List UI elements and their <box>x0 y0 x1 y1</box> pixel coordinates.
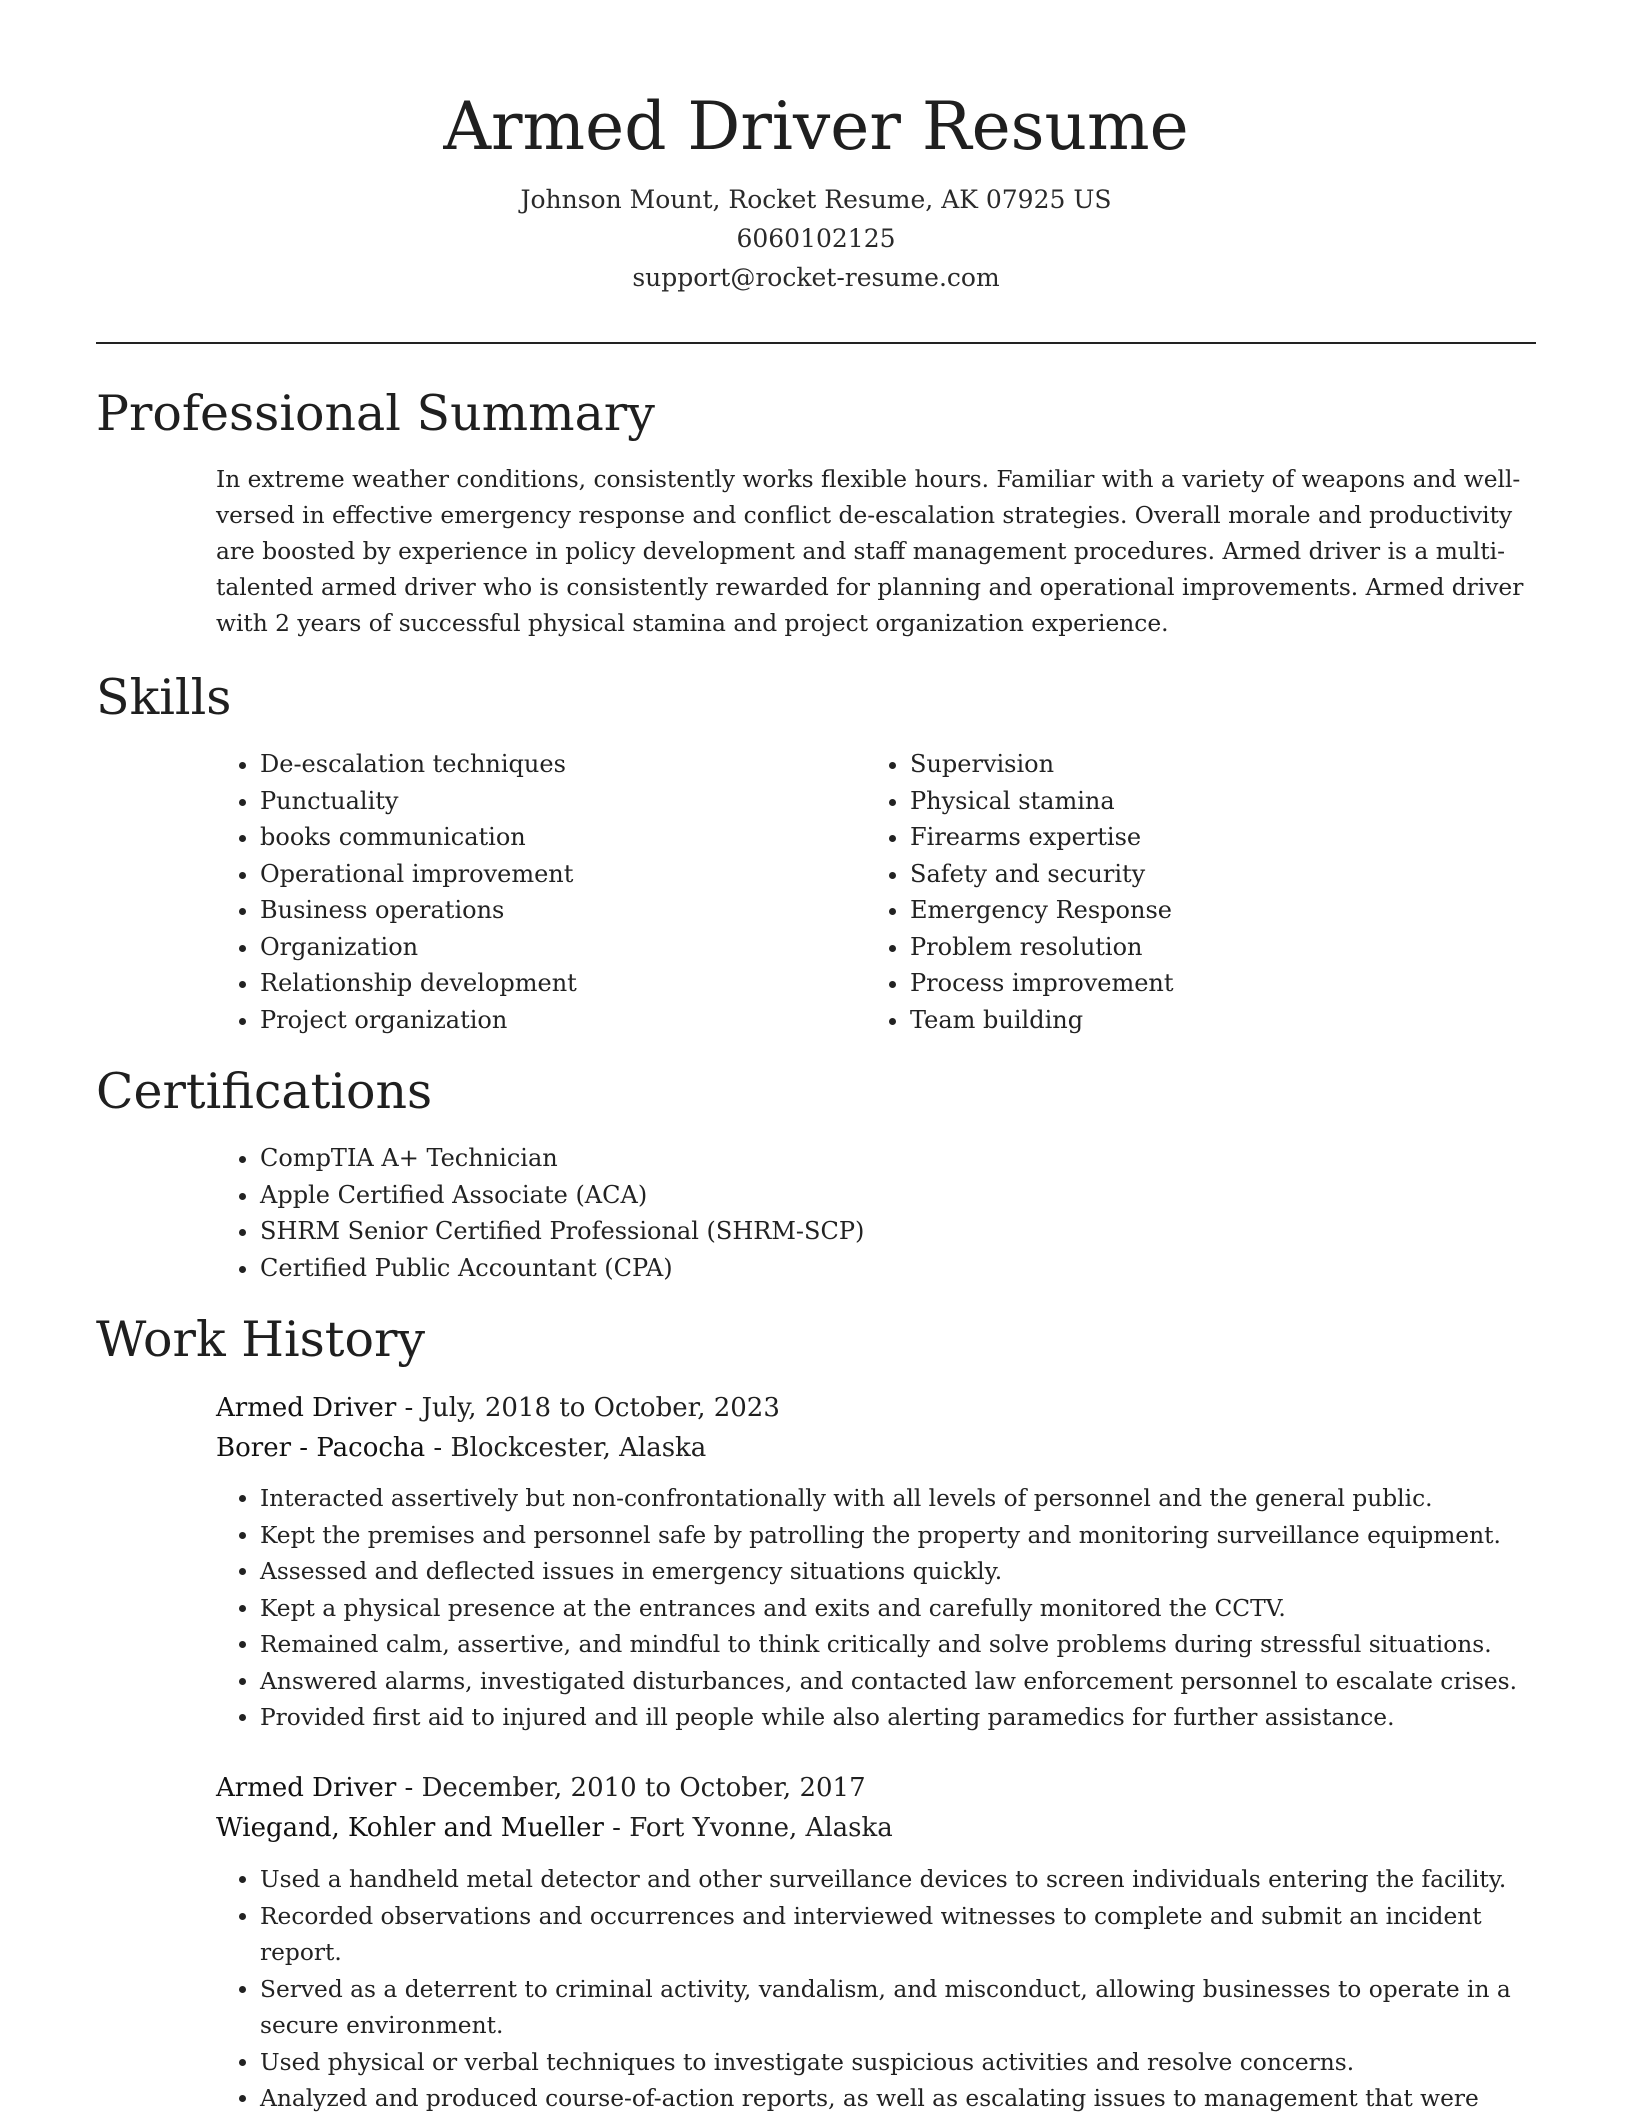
skill-item: • Punctuality <box>260 783 856 820</box>
skill-item: • Project organization <box>260 1002 856 1039</box>
job-1-title-line <box>216 1388 1536 1428</box>
job-duty-item: • Recorded observations and occurrences and interviewed witnesses to complete and submit an incident report. <box>260 1899 1556 1972</box>
skill-item: • Emergency Response <box>910 892 1506 929</box>
contact-block <box>0 180 1632 297</box>
skill-item: • books communication <box>260 819 856 856</box>
job-2-bullet-list <box>216 1862 1556 2112</box>
resume-header <box>0 0 1632 297</box>
skill-item: • Physical stamina <box>910 783 1506 820</box>
skill-item: • Firearms expertise <box>910 819 1506 856</box>
summary-text: In extreme weather conditions, consistently works flexible hours. Familiar with a variety of weapons and well-versed in effective emergency response and conflict de-escalation strategies. Overall morale and productivity are boosted by experience in policy development and staff management procedures. Armed driver is a multi-talented armed driver who is consistently rewarded for planning and operational improvements. Armed driver with 2 years of successful physical stamina and project organization experience. <box>216 466 1524 637</box>
skill-item: • Problem resolution <box>910 929 1506 966</box>
job-1-company: Borer - Pacocha <box>216 1433 426 1463</box>
job-duty-item: • Used physical or verbal techniques to investigate suspicious activities and resolve concerns. <box>260 2045 1556 2082</box>
job-2-header <box>216 1768 1536 1848</box>
skill-item: • Team building <box>910 1002 1506 1039</box>
certifications-list <box>216 1140 1536 1286</box>
skill-item: • De-escalation techniques <box>260 746 856 783</box>
certification-item: • Apple Certified Associate (ACA) <box>260 1177 1536 1214</box>
job-1-role: Armed Driver <box>216 1393 397 1423</box>
skills-column-left <box>216 746 856 1038</box>
job-duty-item: • Served as a deterrent to criminal activity, vandalism, and misconduct, allowing businesses to operate in a secure environment. <box>260 1972 1556 2045</box>
job-2-location: - Fort Yvonne, Alaska <box>603 1813 893 1843</box>
skill-item: • Relationship development <box>260 965 856 1002</box>
job-2-role: Armed Driver <box>216 1773 397 1803</box>
certification-item: • CompTIA A+ Technician <box>260 1140 1536 1177</box>
skill-item: • Safety and security <box>910 856 1506 893</box>
skill-item: • Process improvement <box>910 965 1506 1002</box>
skill-item: • Business operations <box>260 892 856 929</box>
job-duty-item: • Answered alarms, investigated disturbances, and contacted law enforcement personnel to escalate crises. <box>260 1664 1556 1701</box>
job-1-bullet-list <box>216 1481 1556 1737</box>
job-1-company-line <box>216 1428 1536 1468</box>
skills-column-right <box>866 746 1506 1038</box>
job-duty-item: • Provided first aid to injured and ill people while also alerting paramedics for further assistance. <box>260 1700 1556 1737</box>
job-duty-item: • Kept the premises and personnel safe by patrolling the property and monitoring surveillance equipment. <box>260 1518 1556 1555</box>
certification-item: • Certified Public Accountant (CPA) <box>260 1250 1536 1287</box>
skill-item: • Organization <box>260 929 856 966</box>
section-title-summary: Professional Summary <box>96 385 655 442</box>
job-1-header <box>216 1388 1536 1468</box>
job-duty-item: • Interacted assertively but non-confrontationally with all levels of personnel and the general public. <box>260 1481 1556 1518</box>
job-duty-item: • Kept a physical presence at the entrances and exits and carefully monitored the CCTV. <box>260 1591 1556 1628</box>
contact-email: support@rocket-resume.com <box>632 263 1000 292</box>
job-2-duties <box>216 1862 1556 2112</box>
skills-list-right <box>866 746 1506 1038</box>
job-2-company: Wiegand, Kohler and Mueller <box>216 1813 604 1843</box>
certifications-block <box>216 1140 1536 1286</box>
job-1-location: - Blockcester, Alaska <box>425 1433 707 1463</box>
skills-list-left <box>216 746 856 1038</box>
job-duty-item: • Remained calm, assertive, and mindful to think critically and solve problems during stressful situations. <box>260 1627 1556 1664</box>
skill-item: • Operational improvement <box>260 856 856 893</box>
job-duty-item: • Assessed and deflected issues in emergency situations quickly. <box>260 1554 1556 1591</box>
job-duty-item: • Analyzed and produced course-of-action reports, as well as escalating issues to management that were <box>260 2081 1556 2112</box>
section-title-work-history: Work History <box>96 1311 426 1368</box>
header-divider <box>96 342 1536 344</box>
skill-item: • Supervision <box>910 746 1506 783</box>
job-1-dates: - July, 2018 to October, 2023 <box>396 1393 780 1423</box>
certification-item: • SHRM Senior Certified Professional (SHRM-SCP) <box>260 1213 1536 1250</box>
job-2-title-line <box>216 1768 1536 1808</box>
section-title-skills: Skills <box>96 669 232 726</box>
resume-title: Armed Driver Resume <box>443 88 1189 165</box>
job-2-company-line <box>216 1808 1536 1848</box>
job-2-dates: - December, 2010 to October, 2017 <box>396 1773 866 1803</box>
contact-phone: 6060102125 <box>736 224 896 253</box>
section-title-certifications: Certifications <box>96 1063 433 1120</box>
job-1-duties <box>216 1481 1556 1737</box>
job-duty-item: • Used a handheld metal detector and other surveillance devices to screen individuals entering the facility. <box>260 1862 1556 1899</box>
contact-address: Johnson Mount, Rocket Resume, AK 07925 US <box>520 185 1112 214</box>
